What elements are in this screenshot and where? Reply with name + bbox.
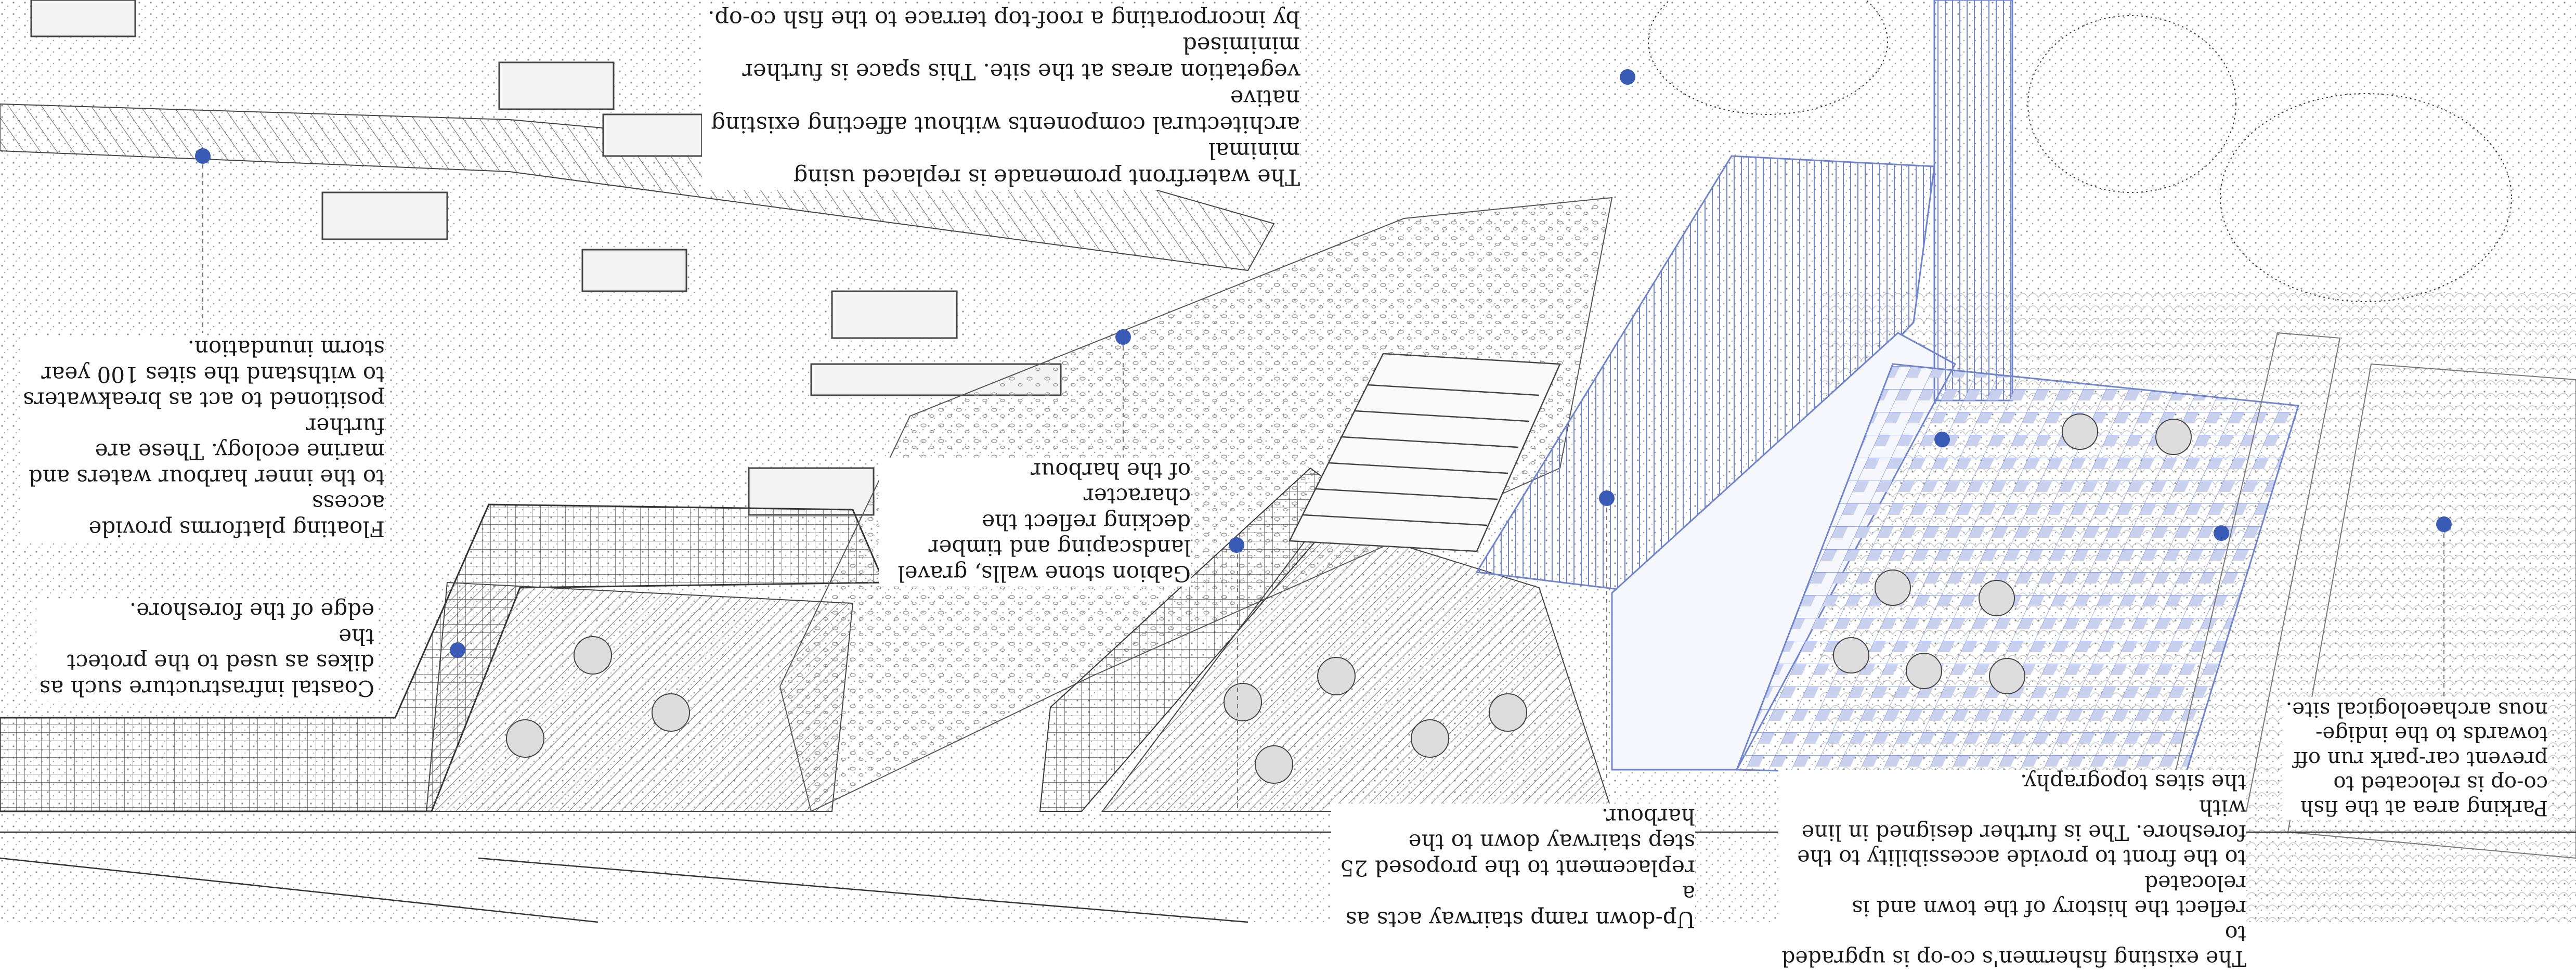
annotation-co-op: The existing fishermen's co-op is upgraded to reflect the history of the town and is relocated to the front to provide accessibility to the foreshore. The is further designed in line with the sites topography. <box>1778 770 2246 971</box>
annotation-ramp-stairway: Up-down ramp stairway acts as a replacement to the proposed 25 step stairway down to the harbour. <box>1331 804 1695 933</box>
annotation-parking: Parking area at the fish co-op is relocated to prevent car-park run off towards to the indige- nous archaeological site. <box>2283 697 2548 820</box>
marker-gabion <box>1229 537 1244 553</box>
marker-parking <box>2436 516 2452 532</box>
marker-coop <box>1934 432 1950 447</box>
marker-gravel <box>1115 329 1131 345</box>
annotation-gabion-walls: Gabion stone walls, gravel landscaping and timber decking reflect the character of the harbour <box>879 458 1191 587</box>
marker-waterfront <box>1620 69 1635 85</box>
annotation-floating-platforms: Floating platforms provide access to the inner harbour waters and marine ecology. These are further positioned to act as breakwaters to withstand the sites 100 year storm inundation. <box>21 335 385 541</box>
annotation-coastal-infrastructure: Coastal infrastructure such as dikes as used to the protect the edge of the foreshore. <box>36 598 374 701</box>
marker-floating <box>195 148 211 164</box>
marker-coastal <box>450 642 465 658</box>
marker-courtyard <box>2214 525 2229 541</box>
annotation-waterfront: The waterfront promenade is replaced using minimal architectural components without affecting existing native vegetation areas at the site. This space is further minimised by incorporating a roof-top terrace to the fish co-op. <box>702 5 1300 190</box>
marker-ramp <box>1599 490 1615 506</box>
